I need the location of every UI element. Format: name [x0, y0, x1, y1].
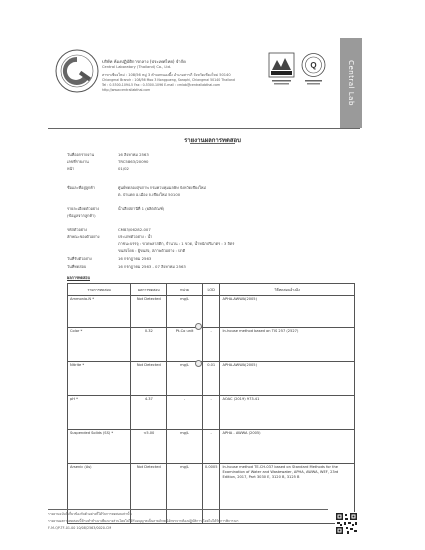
- website: http://www.centrallabthai.com: [102, 88, 151, 92]
- punch-hole: [195, 323, 202, 330]
- cell-lod: -: [202, 430, 220, 464]
- col-header-test-item: รายการทดสอบ: [68, 284, 131, 296]
- report-date-value: 16 สิงหาคม 2563: [118, 152, 149, 157]
- cell-result: 0.32: [131, 328, 167, 362]
- company-name-en: Central Laboratory (Thailand) Co., Ltd.: [102, 65, 172, 69]
- sample-transport-value: ขนส่งโดย : ผู้ขนส่ง, สภาพตัวอย่าง : ปกติ: [118, 248, 186, 253]
- header-divider: [48, 128, 360, 129]
- col-header-method: วิธีทดสอบอ้างอิง: [220, 284, 355, 296]
- customer-address: ต. ป่าแดด อ.เมือง จ.เชียงใหม่ 50100: [118, 192, 181, 197]
- cell-unit: mg/L: [167, 464, 203, 524]
- cell-result: Not Detected: [131, 464, 167, 524]
- table-row: [68, 296, 355, 328]
- cell-lod: -: [202, 328, 220, 362]
- cell-test-item: Ammonia-N *: [68, 296, 131, 328]
- sample-id-label: รหัสตัวอย่าง: [67, 227, 87, 232]
- branch-address-en: Chiangmai Branch : 108/56 Moo 3 Nongpueng, Saraphi, Chiangmai 50140 Thailand: [102, 78, 235, 82]
- cell-method: In-house method TE-CH-037 based on Standard Methods for the Examination of Water and Wastewater, APHA, AWWA, WEF, 23rd Edition, 2017, Part 3030 E, 3120 B, 3125 B: [220, 464, 355, 524]
- report-no-value: TRC5863/20090: [118, 159, 149, 164]
- report-title: รายงานผลการทดสอบ: [184, 137, 241, 144]
- table-header-row: [68, 284, 355, 296]
- sample-type-value: ประเภทตัวอย่าง : น้ำ: [118, 234, 153, 239]
- cell-test-item: pH *: [68, 396, 131, 430]
- sample-desc-sublabel: (ข้อมูลจากลูกค้า): [67, 213, 96, 218]
- col-header-unit: หน่วย: [167, 284, 203, 296]
- cell-method: APHA-AWWA(2005): [220, 296, 355, 328]
- table-row: [68, 430, 355, 464]
- results-table: [67, 283, 355, 524]
- footer-note-1: รายงานฉบับนี้เกี่ยวข้องกับตัวอย่างที่ได้รับการทดสอบเท่านั้น: [48, 512, 132, 516]
- customer-value: ศูนย์ทดลองสุขภาพ กรมควบคุมมลพิษ จังหวัดเชียงใหม่: [118, 185, 206, 190]
- sample-condition-value: ภาชนะบรรจุ : ขวดพลาสติก, จำนวน : 1 ขวด, น้ำหนักปริมาตร : 3 ลิตร: [118, 241, 235, 246]
- table-row: [68, 362, 355, 396]
- sample-type-label: ลักษณะของตัวอย่าง: [67, 234, 100, 239]
- cell-result: 4.37: [131, 396, 167, 430]
- cell-lod: 0.0005: [202, 464, 220, 524]
- cell-test-item: Suspended Solids (SS) *: [68, 430, 131, 464]
- cell-unit: -: [167, 396, 203, 430]
- receive-date-label: วันที่รับตัวอย่าง: [67, 256, 92, 261]
- report-no-label: เลขที่รายงาน: [67, 159, 89, 164]
- form-code: F-M-QP-TF-01-00 10/08/2563/0020-CM: [48, 526, 112, 530]
- cell-result: Not Detected: [131, 362, 167, 396]
- sample-desc-value: น้ำเสียสถานีที่ 1 (ผลิตภัณฑ์): [118, 206, 165, 211]
- cell-test-item: Color *: [68, 328, 131, 362]
- cell-unit: Pt-Co unit: [167, 328, 203, 362]
- customer-label: ชื่อและที่อยู่ลูกค้า: [67, 185, 95, 190]
- side-tab-label: Central Lab: [347, 60, 355, 106]
- page-label: หน้า: [67, 166, 75, 171]
- branch-address-th: สาขาเชียงใหม่ : 108/56 หมู่ 3 ตำบลหนองผึ้ง อำเภอสารภี จังหวัดเชียงใหม่ 50140: [102, 73, 231, 77]
- cell-lod: 0.01: [202, 362, 220, 396]
- punch-hole: [195, 360, 202, 367]
- cell-unit: mg/L: [167, 296, 203, 328]
- contact-info: Tel : 0-5300-1094-5 Fax : 0-5300-1096 E-mail : cmlab@centrallabthai.com: [102, 83, 221, 87]
- receive-date-value: 16 กรกฎาคม 2563: [118, 256, 152, 261]
- col-header-lod: LOD: [202, 284, 220, 296]
- sample-desc-label: รายละเอียดตัวอย่าง: [67, 206, 100, 211]
- cell-lod: -: [202, 396, 220, 430]
- sample-id-value: CM83/06282-007: [118, 227, 151, 232]
- cell-method: APHA-AWWA(2005): [220, 362, 355, 396]
- cell-method: In-house method based on TIS 257 (2527): [220, 328, 355, 362]
- accreditation-mark-2: [300, 52, 327, 88]
- table-row: [68, 396, 355, 430]
- cell-method: APHA - AWWA (2005): [220, 430, 355, 464]
- cell-unit: mg/L: [167, 362, 203, 396]
- central-lab-side-tab: [340, 38, 362, 128]
- company-name-th: บริษัท ห้องปฏิบัติการกลาง (ประเทศไทย) จำกัด: [102, 59, 186, 64]
- footer-note-2: รายงานผลการทดสอบนี้ห้ามทำสำเนาเพียงบางส่วนโดยไม่ได้รับอนุญาตเป็นลายลักษณ์อักษรจากห้องปฏิบัติการ โดยไม่ได้รับการพิจารณา: [48, 519, 239, 523]
- company-logo: [54, 48, 100, 94]
- footer-divider: [48, 509, 328, 510]
- accreditation-mark-1: [268, 52, 295, 88]
- cell-method: AOAC (2019) 973.41: [220, 396, 355, 430]
- col-header-result: ผลการทดสอบ: [131, 284, 167, 296]
- test-date-value: 16 กรกฎาคม 2563 - 07 สิงหาคม 2563: [118, 264, 186, 269]
- qr-code: [335, 512, 358, 535]
- page-value: 01/02: [118, 166, 129, 171]
- cell-test-item: Arsenic (As): [68, 464, 131, 524]
- test-date-label: วันที่ทดสอบ: [67, 264, 87, 269]
- cell-unit: mg/L: [167, 430, 203, 464]
- title-underline: [190, 143, 235, 144]
- cell-result: <5.00: [131, 430, 167, 464]
- report-date-label: วันที่ออกรายงาน: [67, 152, 95, 157]
- table-row: [68, 328, 355, 362]
- cell-test-item: Nitrite *: [68, 362, 131, 396]
- svg-text:Q: Q: [310, 61, 317, 70]
- cell-lod: [202, 296, 220, 328]
- cell-result: Not Detected: [131, 296, 167, 328]
- results-heading: ผลการทดสอบ: [67, 275, 90, 280]
